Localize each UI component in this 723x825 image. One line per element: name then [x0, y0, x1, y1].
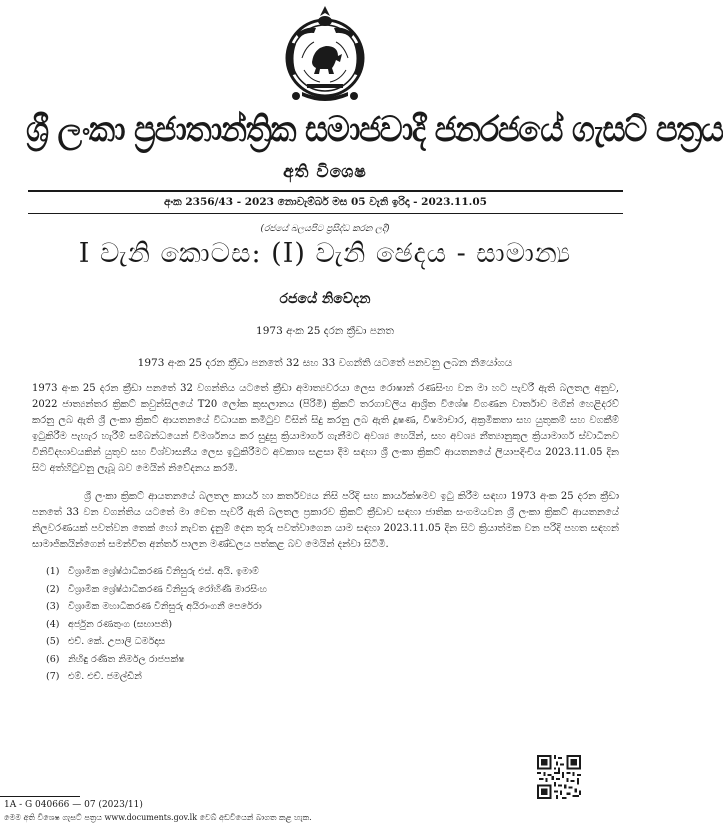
list-item	[46, 598, 267, 616]
member-name: අර්ජුන රණතුංග (සභාපති)	[68, 618, 173, 630]
section-title: රජයේ නිවේදන	[279, 291, 371, 307]
list-number: (4)	[46, 618, 60, 630]
list-item	[46, 616, 267, 634]
list-number: (3)	[46, 601, 60, 612]
member-list	[46, 563, 267, 686]
footer-download-note: මෙම අති විශෙෂ ගැසට් පත්‍රය www.documents.gov.lk වෙබ් අඩවියෙන් බාගත කළ හැක.	[4, 813, 312, 822]
member-name: විශ්‍රාමික ශ්‍රේෂ්ඨාධිකරණ විනිසුරු රෝහිණී මාරසිංහ	[68, 583, 267, 595]
list-number: (6)	[46, 653, 60, 665]
masthead-divider	[28, 190, 623, 192]
list-item	[46, 668, 267, 686]
paragraph-appointment: ශ්‍රී ලංකා ක්‍රිකට් ආයතනයේ බලතල කාර්ය හා කර්තව්‍යය නිසි පරිදි සහ කාර්යක්ෂමව ඉටු කිරීම සඳහා 1973 අංක 25 දරන ක්‍රීඩා පනතේ 33 වන වගන්තිය යටතේ මා වෙත පැවරී ඇති බලතල ප්‍රකාරව ක්‍රිකට් ක්‍රීඩාව සඳහා ජාතික සංගමයවන ශ්‍රී ලංකා ක්‍රිකට් ආයතනයේ නිලවරණයක් පවත්වන තෙක් හෝ නැවත දැනුම් දෙන තුරු පවත්වාගෙන යාම සඳහා 2023.11.05 දින සිට ක්‍රියාත්මක වන පරිදි පහත සඳහන් සාමාජිකයින්ගෙන් සමන්විත අන්තර් පාලන මණ්ඩලය පත්කළ බව මෙයින් දන්වා සිටිමි.	[32, 491, 619, 550]
list-number: (1)	[46, 566, 60, 577]
list-item	[46, 651, 267, 669]
published-note: (රජයේ බලයපිට ප්‍රසිද්ධ කරන ලදී)	[260, 224, 390, 234]
list-item	[46, 563, 267, 581]
list-number: (2)	[46, 583, 60, 595]
issue-divider	[28, 213, 623, 214]
member-name: නිහිඳු රණිත නිර්මල රාජපක්ෂ	[68, 653, 185, 665]
act-title: 1973 අංක 25 දරන ක්‍රීඩා පනත	[256, 325, 394, 337]
list-number: (5)	[46, 636, 60, 647]
footer-divider	[0, 796, 80, 797]
member-name: විශ්‍රාමික ශ්‍රේෂ්ඨාධිකරණ විනිසුරු එස්. අයි. ඉමාම්	[68, 566, 259, 577]
extraordinary-label: අති විශෙෂ	[283, 162, 367, 182]
list-item	[46, 633, 267, 651]
regulation-title: 1973 අංක 25 දරන ක්‍රීඩා පනතේ 32 සහ 33 වගන්ති යටතේ පනවනු ලබන නියෝගය	[137, 357, 513, 369]
member-name: එච්. කේ. උපාලි ධර්මදාස	[68, 636, 166, 647]
list-number: (7)	[46, 671, 60, 682]
member-name: එම්. එච්. ජමල්ඩීන්	[68, 671, 142, 682]
gazette-masthead: ශ්‍රී ලංකා ප්‍රජාතාන්ත්‍රික සමාජවාදී ජනරජයේ ගැසට් පත්‍රය	[26, 109, 723, 150]
paragraph-suspension: 1973 අංක 25 දරන ක්‍රීඩා පනතේ 32 වගන්තිය යටතේ ක්‍රීඩා අමාත්‍යවරයා ලෙස රොෂාන් රණසිංහ වන මා හට පැවරී ඇති බලතල අනුව, 2022 ජාත්‍යන්තර ක්‍රිකට් කවුන්සිලයේ T20 ලෝක කුසලානය (පිරිමි) ක්‍රිකට් තරගාවලිය ආශ්‍රිත විශේෂ විගණන වාර්තාව මගින් හෙළිදරව් කරනු ලබ ඇති ශ්‍රී ලංකා ක්‍රිකට් ආයතනයේ විධායක කමිටුව විසින් සිදු කරනු ලබ ඇති දූෂණ, විෂමාචාර, අක්‍රමිකතා සහ යුතුකම් සහ වගකීම් ඉටුකිරීම පැහැර හැරීම් සම්බන්ධයෙන් විමර්ශනය කර සුදුසු ක්‍රියාමාර්ග ගැනීමට අවශ්‍ය හෙයින්, සහ අවශ්‍ය නීත්‍යානුකූල ක්‍රියාමාර්ග ස්වාධීනව විනිවිදභාවයකින් යුතුව සහ විශ්වාසනීය ලෙස ඉටුකිරීමට අවකාශ සළසා දීම සඳහා ශ්‍රී ලංකා ක්‍රිකට් ආයතනයේ ලියාපදිංචිය 2023.11.05 දින සිට අත්හිටුවනු ලැබූ බව මෙයින් නිවේදනය කරමි.	[32, 383, 619, 474]
list-item	[46, 581, 267, 599]
member-name: විශ්‍රාමික මහාධිකරණ විනිසුරු අයිරාංගනී පෙරේරා	[68, 601, 262, 612]
issue-line: අංක 2356/43 - 2023 නොවැම්බර් මස 05 වැනි ඉරිදා - 2023.11.05	[164, 196, 487, 208]
part-title: I වැනි කොටස: (I) වැනි ඡෙදය - සාමාන්‍ය	[78, 238, 572, 269]
sri-lanka-emblem-icon	[276, 2, 374, 108]
footer-print-code: 1A - G 040666 — 07 (2023/11)	[4, 800, 143, 810]
qr-code-icon	[537, 755, 581, 799]
